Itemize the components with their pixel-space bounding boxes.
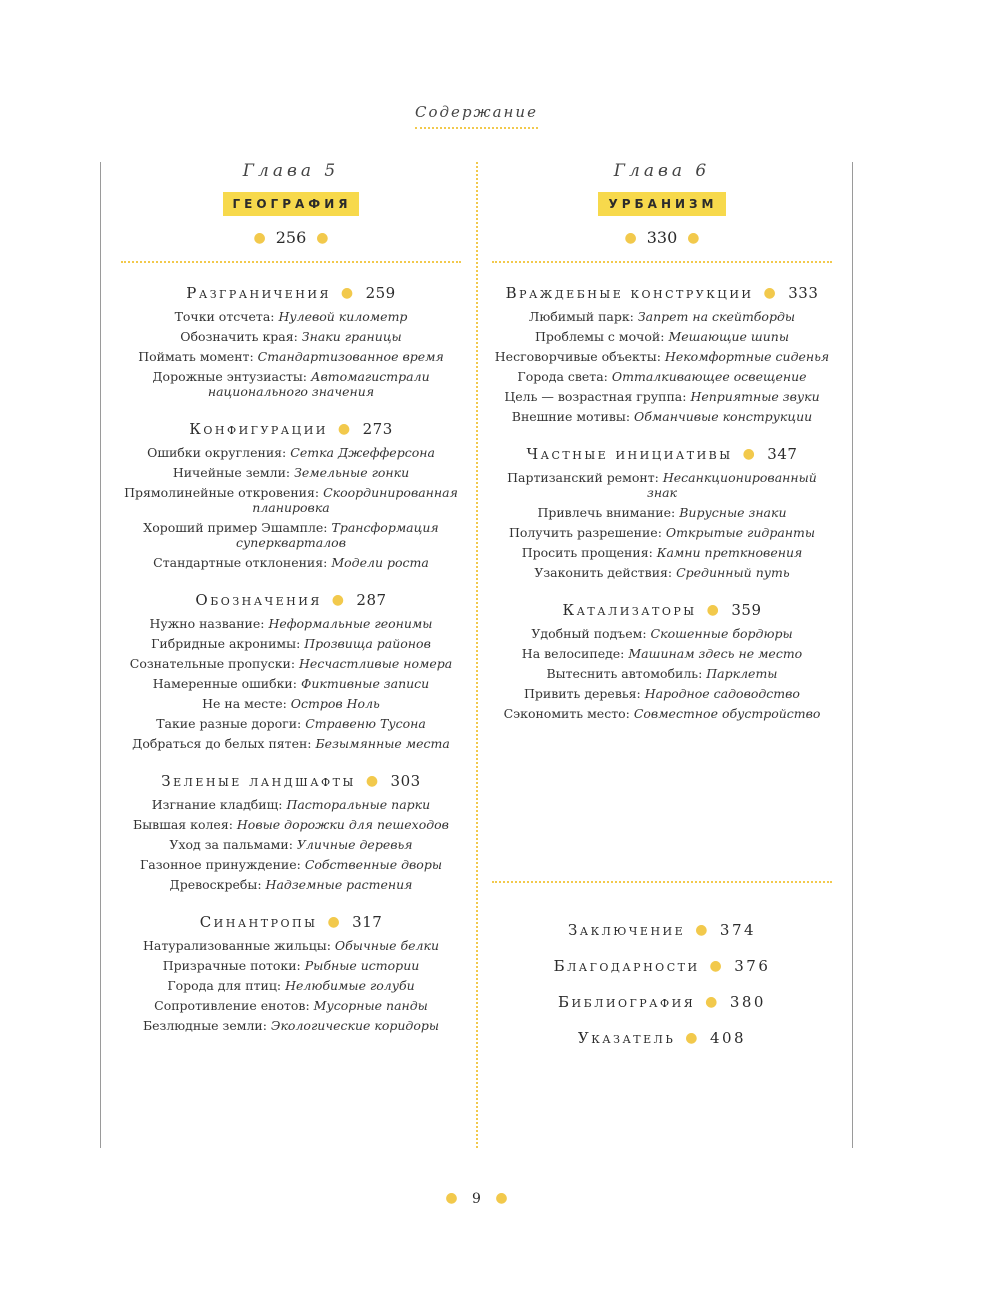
section-title: Разграничения xyxy=(186,284,331,302)
toc-section xyxy=(492,282,832,424)
entry-subject: Нулевой километр xyxy=(278,309,408,324)
entry-subject: Уличные деревья xyxy=(296,837,413,852)
toc-entry[interactable] xyxy=(492,666,832,681)
entry-topic: Бывшая колея: xyxy=(133,817,237,832)
bullet-icon: ● xyxy=(687,230,700,246)
section-heading[interactable] xyxy=(492,599,832,621)
chapter-page-number: 330 xyxy=(646,228,678,247)
entry-subject: Фиктивные записи xyxy=(300,676,430,691)
section-page-number: 303 xyxy=(390,772,421,790)
entry-topic: Города для птиц: xyxy=(167,978,286,993)
chapter-label: Глава 6 xyxy=(613,161,711,181)
backmatter-title: Благодарности xyxy=(553,957,700,975)
entry-subject: Срединный путь xyxy=(676,565,790,580)
section-heading[interactable] xyxy=(121,418,461,440)
left-border-line xyxy=(100,162,101,1148)
entry-topic: Такие разные дороги: xyxy=(156,716,306,731)
backmatter-title: Указатель xyxy=(577,1029,676,1047)
entry-subject: Несчастливые номера xyxy=(299,656,453,671)
toc-entry[interactable] xyxy=(121,616,461,631)
entry-subject: Собственные дворы xyxy=(304,857,442,872)
section-title: Синантропы xyxy=(199,913,318,931)
section-heading[interactable] xyxy=(121,282,461,304)
entry-topic: Изгнание кладбищ: xyxy=(151,797,287,812)
toc-entry[interactable] xyxy=(121,329,461,344)
entry-topic: Города света: xyxy=(517,369,612,384)
entry-subject: Надземные растения xyxy=(265,877,413,892)
backmatter-page-number: 376 xyxy=(734,957,771,975)
section-page-number: 347 xyxy=(767,445,798,463)
backmatter-page-number: 374 xyxy=(719,921,757,939)
entry-subject: Экологические коридоры xyxy=(270,1018,440,1033)
toc-section xyxy=(492,443,832,580)
toc-entry[interactable] xyxy=(492,309,832,324)
toc-entry[interactable] xyxy=(121,736,461,751)
entry-subject: Модели роста xyxy=(331,555,429,570)
entry-topic: Древоскребы: xyxy=(169,877,266,892)
entry-topic: На велосипеде: xyxy=(521,646,629,661)
toc-entry[interactable] xyxy=(121,938,461,953)
entry-subject: Неформальные геонимы xyxy=(268,616,433,631)
toc-entry[interactable] xyxy=(121,1018,461,1033)
toc-entry[interactable] xyxy=(121,555,461,570)
bullet-icon: ● xyxy=(445,1190,458,1206)
entry-topic: Ничейные земли: xyxy=(172,465,295,480)
toc-section xyxy=(121,282,461,399)
section-title: Враждебные конструкции xyxy=(505,284,754,302)
entry-topic: Цель — возрастная группа: xyxy=(504,389,691,404)
chapter-5-column xyxy=(121,158,461,1033)
section-title: Конфигурации xyxy=(189,420,328,438)
section-page-number: 259 xyxy=(365,284,396,302)
toc-entry[interactable] xyxy=(492,626,832,641)
bullet-icon: ● xyxy=(742,446,758,462)
backmatter-block xyxy=(492,868,832,1063)
entry-subject: Рыбные истории xyxy=(304,958,420,973)
bullet-icon: ● xyxy=(685,1030,700,1046)
section-title: Катализаторы xyxy=(562,601,697,619)
section-heading[interactable] xyxy=(121,911,461,933)
entry-topic: Безлюдные земли: xyxy=(142,1018,271,1033)
toc-entry[interactable] xyxy=(121,696,461,711)
entry-subject: Знаки границы xyxy=(301,329,402,344)
toc-entry[interactable] xyxy=(121,636,461,651)
entry-subject: Отталкивающее освещение xyxy=(611,369,807,384)
entry-subject: Запрет на скейтборды xyxy=(637,309,796,324)
toc-section xyxy=(121,770,461,892)
toc-entry[interactable] xyxy=(121,656,461,671)
toc-entry[interactable] xyxy=(121,797,461,812)
toc-entry[interactable] xyxy=(492,369,832,384)
entry-topic: Удобный подъем: xyxy=(531,626,651,641)
toc-entry[interactable] xyxy=(121,369,461,399)
backmatter-page-number: 380 xyxy=(729,993,766,1011)
page-title: Содержание xyxy=(415,103,538,129)
bullet-icon: ● xyxy=(705,994,720,1010)
chapter-label: Глава 5 xyxy=(242,161,340,181)
backmatter-item[interactable] xyxy=(492,1027,832,1049)
entry-subject: Стандартизованное время xyxy=(257,349,444,364)
entry-subject: Некомфортные сиденья xyxy=(664,349,830,364)
entry-topic: Прямолинейные откровения: xyxy=(124,485,324,500)
entry-topic: Дорожные энтузиасты: xyxy=(152,369,311,384)
backmatter-list xyxy=(492,919,832,1049)
entry-topic: Получить разрешение: xyxy=(508,525,666,540)
entry-topic: Вытеснить автомобиль: xyxy=(546,666,707,681)
toc-entry[interactable] xyxy=(121,676,461,691)
backmatter-item[interactable] xyxy=(492,991,832,1013)
toc-entry[interactable] xyxy=(492,349,832,364)
bullet-icon: ● xyxy=(316,230,329,246)
section-title: Обозначения xyxy=(195,591,322,609)
section-page-number: 359 xyxy=(731,601,762,619)
backmatter-item[interactable] xyxy=(492,955,832,977)
entry-topic: Сэкономить место: xyxy=(503,706,634,721)
entry-subject: Остров Ноль xyxy=(290,696,380,711)
bullet-icon: ● xyxy=(495,1190,508,1206)
entry-topic: Хороший пример Эшампле: xyxy=(143,520,332,535)
chapter-badge-wrap xyxy=(492,192,832,218)
entry-subject: Стравеню Тусона xyxy=(305,716,426,731)
backmatter-title: Библиография xyxy=(558,993,696,1011)
bullet-icon: ● xyxy=(327,914,343,930)
backmatter-divider xyxy=(492,881,832,883)
entry-subject: Народное садоводство xyxy=(644,686,800,701)
section-title: Зеленые ландшафты xyxy=(161,772,356,790)
entry-subject: Мусорные панды xyxy=(313,998,428,1013)
toc-entry[interactable] xyxy=(492,646,832,661)
chapter-6-column xyxy=(492,158,832,721)
entry-subject: Автомагистрали национального значения xyxy=(207,369,430,399)
chapter-divider xyxy=(492,261,832,263)
entry-topic: Призрачные потоки: xyxy=(162,958,305,973)
entry-subject: Камни преткновения xyxy=(656,545,803,560)
bullet-icon: ● xyxy=(340,285,356,301)
entry-topic: Внешние мотивы: xyxy=(511,409,635,424)
center-divider xyxy=(476,162,478,1148)
chapter-page xyxy=(121,228,461,248)
entry-topic: Партизанский ремонт: xyxy=(507,470,663,485)
entry-subject: Скошенные бордюры xyxy=(650,626,793,641)
toc-entry[interactable] xyxy=(121,485,461,515)
entry-subject: Сетка Джефферсона xyxy=(290,445,435,460)
toc-entry[interactable] xyxy=(492,329,832,344)
entry-topic: Гибридные акронимы: xyxy=(151,636,305,651)
section-page-number: 273 xyxy=(362,420,393,438)
page-number: 9 xyxy=(472,1191,481,1207)
toc-entry[interactable] xyxy=(492,565,832,580)
toc-entry[interactable] xyxy=(121,998,461,1013)
page-footer xyxy=(0,1190,953,1207)
bullet-icon: ● xyxy=(331,592,347,608)
toc-entry[interactable] xyxy=(121,349,461,364)
section-page-number: 333 xyxy=(788,284,819,302)
entry-subject: Пасторальные парки xyxy=(286,797,431,812)
entry-topic: Привить деревья: xyxy=(524,686,645,701)
toc-entry[interactable] xyxy=(492,470,832,500)
entry-topic: Несговорчивые объекты: xyxy=(494,349,665,364)
bullet-icon: ● xyxy=(763,285,779,301)
entry-subject: Новые дорожки для пешеходов xyxy=(236,817,449,832)
entry-subject: Совместное обустройство xyxy=(633,706,821,721)
entry-topic: Привлечь внимание: xyxy=(537,505,680,520)
bullet-icon: ● xyxy=(337,421,353,437)
entry-subject: Машинам здесь не место xyxy=(628,646,803,661)
chapter-title-badge: ГЕОГРАФИЯ xyxy=(223,192,360,216)
backmatter-title: Заключение xyxy=(567,921,686,939)
toc-entry[interactable] xyxy=(121,309,461,324)
entry-topic: Не на месте: xyxy=(202,696,291,711)
toc-entry[interactable] xyxy=(121,445,461,460)
chapter-page-number: 256 xyxy=(275,228,307,247)
backmatter-page-number: 408 xyxy=(709,1029,747,1047)
toc-entry[interactable] xyxy=(121,837,461,852)
entry-subject: Безымянные места xyxy=(315,736,450,751)
toc-entry[interactable] xyxy=(492,505,832,520)
bullet-icon: ● xyxy=(706,602,722,618)
section-heading[interactable] xyxy=(121,770,461,792)
toc-entry[interactable] xyxy=(492,686,832,701)
entry-topic: Обозначить края: xyxy=(180,329,302,344)
entry-subject: Открытые гидранты xyxy=(665,525,816,540)
entry-topic: Натурализованные жильцы: xyxy=(142,938,335,953)
bullet-icon: ● xyxy=(253,230,266,246)
entry-subject: Нелюбимые голуби xyxy=(285,978,415,993)
toc-entry[interactable] xyxy=(121,958,461,973)
toc-entry[interactable] xyxy=(121,465,461,480)
toc-entry[interactable] xyxy=(121,978,461,993)
entry-subject: Скоординированная планировка xyxy=(252,485,458,515)
entry-topic: Любимый парк: xyxy=(528,309,638,324)
toc-entry[interactable] xyxy=(121,877,461,892)
entry-topic: Уход за пальмами: xyxy=(169,837,297,852)
toc-section xyxy=(121,911,461,1033)
entry-subject: Прозвища районов xyxy=(304,636,431,651)
entry-subject: Обычные белки xyxy=(334,938,440,953)
entry-topic: Просить прощения: xyxy=(521,545,657,560)
chapter-title-badge: УРБАНИЗМ xyxy=(598,192,725,216)
chapter-divider xyxy=(121,261,461,263)
backmatter-item[interactable] xyxy=(492,919,832,941)
entry-topic: Сопротивление енотов: xyxy=(154,998,314,1013)
entry-subject: Трансформация суперкварталов xyxy=(236,520,439,550)
entry-topic: Добраться до белых пятен: xyxy=(132,736,316,751)
bullet-icon: ● xyxy=(365,773,381,789)
section-heading[interactable] xyxy=(121,589,461,611)
toc-entry[interactable] xyxy=(492,706,832,721)
right-border-line xyxy=(852,162,853,1148)
toc-entry[interactable] xyxy=(121,520,461,550)
entry-subject: Вирусные знаки xyxy=(679,505,787,520)
toc-entry[interactable] xyxy=(121,716,461,731)
entry-subject: Несанкционированный знак xyxy=(647,470,817,500)
entry-topic: Сознательные пропуски: xyxy=(129,656,300,671)
section-page-number: 317 xyxy=(352,913,383,931)
section-page-number: 287 xyxy=(356,591,387,609)
bullet-icon: ● xyxy=(709,958,725,974)
entry-topic: Точки отсчета: xyxy=(174,309,279,324)
entry-subject: Обманчивые конструкции xyxy=(634,409,813,424)
entry-topic: Намеренные ошибки: xyxy=(152,676,301,691)
entry-topic: Нужно название: xyxy=(149,616,269,631)
entry-topic: Узаконить действия: xyxy=(534,565,677,580)
entry-topic: Проблемы с мочой: xyxy=(534,329,669,344)
page-header xyxy=(0,102,953,129)
entry-topic: Поймать момент: xyxy=(138,349,258,364)
toc-entry[interactable] xyxy=(121,817,461,832)
toc-entry[interactable] xyxy=(492,525,832,540)
toc-section xyxy=(121,418,461,570)
entry-topic: Стандартные отклонения: xyxy=(153,555,332,570)
bullet-icon: ● xyxy=(624,230,637,246)
entry-subject: Парклеты xyxy=(706,666,778,681)
entry-topic: Ошибки округления: xyxy=(147,445,291,460)
toc-entry[interactable] xyxy=(121,857,461,872)
entry-subject: Земельные гонки xyxy=(294,465,410,480)
bullet-icon: ● xyxy=(695,922,710,938)
entry-topic: Газонное принуждение: xyxy=(140,857,305,872)
entry-subject: Мешающие шипы xyxy=(668,329,790,344)
chapter-page xyxy=(492,228,832,248)
toc-entry[interactable] xyxy=(492,545,832,560)
toc-entry[interactable] xyxy=(492,389,832,404)
chapter-badge-wrap xyxy=(121,192,461,218)
entry-subject: Неприятные звуки xyxy=(690,389,820,404)
toc-entry[interactable] xyxy=(492,409,832,424)
toc-section xyxy=(121,589,461,751)
section-heading[interactable] xyxy=(492,282,832,304)
section-title: Частные инициативы xyxy=(526,445,733,463)
section-heading[interactable] xyxy=(492,443,832,465)
toc-section xyxy=(492,599,832,721)
